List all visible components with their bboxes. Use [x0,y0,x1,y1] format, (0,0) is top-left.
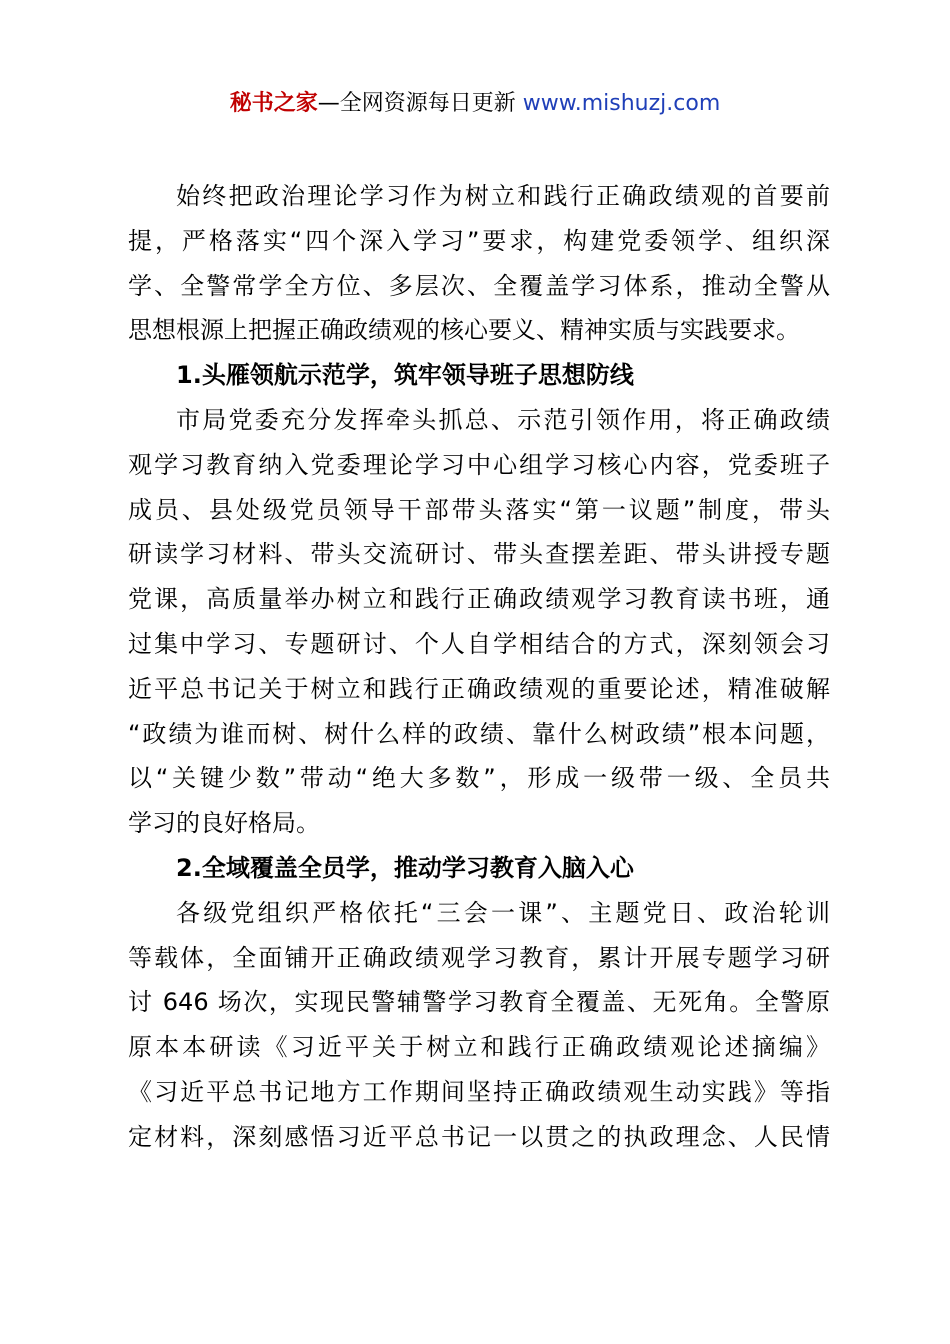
paragraph-line: 各级党组织严格依托“三会一课”、主题党日、政治轮训 [176,898,830,927]
paragraph-line: 原本本研读《习近平关于树立和践行正确政绩观论述摘编》 [128,1033,830,1062]
heading-text: 2.全域覆盖全员学，推动学习教育入脑入心 [176,853,634,882]
paragraph-line: 过集中学习、专题研讨、个人自学相结合的方式，深刻领会习 [128,629,830,658]
paragraph-line: 成员、县处级党员领导干部带头落实“第一议题”制度，带头 [128,495,830,524]
heading-text: 1.头雁领航示范学，筑牢领导班子思想防线 [176,361,634,390]
site-brand: 秘书之家 [229,91,318,116]
paragraph-line: 提，严格落实“四个深入学习”要求，构建党委领学、组织深 [128,226,830,255]
paragraph-line: 讨 646 场次，实现民警辅警学习教育全覆盖、无死角。全警原 [128,988,830,1017]
paragraph-line: 思想根源上把握正确政绩观的核心要义、精神实质与实践要求。 [128,316,800,345]
paragraph-line: 等载体，全面铺开正确政绩观学习教育，累计开展专题学习研 [128,943,830,972]
paragraph-line: 以“关键少数”带动“绝大多数”，形成一级带一级、全员共 [128,764,830,793]
site-url-link[interactable]: www.mishuzj.com [522,91,721,116]
paragraph-line: 《习近平总书记地方工作期间坚持正确政绩观生动实践》等指 [128,1077,830,1106]
paragraph-line: 观学习教育纳入党委理论学习中心组学习核心内容，党委班子 [128,450,830,479]
paragraph-line: 学、全警常学全方位、多层次、全覆盖学习体系，推动全警从 [128,271,830,300]
document-body [128,174,830,1160]
paragraph-line: 党课，高质量举办树立和践行正确政绩观学习教育读书班，通 [128,585,830,614]
paragraph-line: 市局党委充分发挥牵头抓总、示范引领作用，将正确政绩 [176,405,830,434]
body-paragraph [128,398,830,846]
paragraph-line: “政绩为谁而树、树什么样的政绩、靠什么树政绩”根本问题， [128,719,830,748]
paragraph-line: 学习的良好格局。 [128,809,320,838]
paragraph-line: 始终把政治理论学习作为树立和践行正确政绩观的首要前 [176,182,830,210]
site-banner [0,88,950,120]
body-paragraph [128,174,830,353]
paragraph-line: 研读学习材料、带头交流研讨、带头查摆差距、带头讲授专题 [128,540,830,569]
paragraph-line: 定材料，深刻感悟习近平总书记一以贯之的执政理念、人民情 [128,1122,830,1151]
section-heading [128,353,830,398]
site-tagline: —全网资源每日更新 [317,91,523,116]
body-paragraph [128,891,830,1160]
section-heading [128,846,830,891]
paragraph-line: 近平总书记关于树立和践行正确政绩观的重要论述，精准破解 [128,674,830,703]
